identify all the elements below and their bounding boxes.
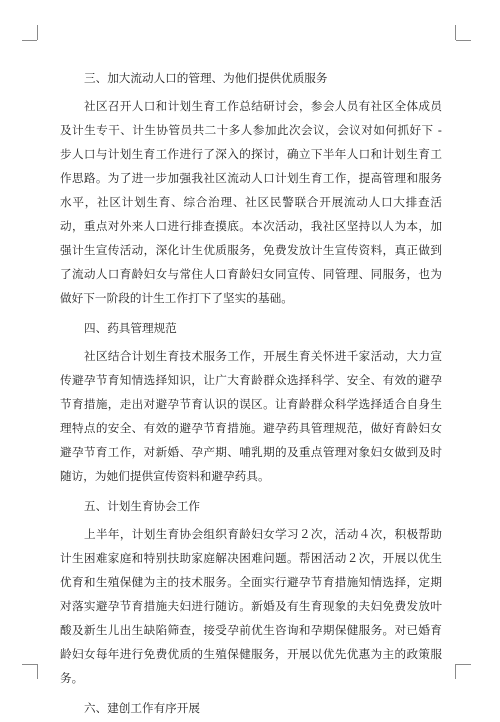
section-paragraph: 社区结合计划生育技术服务工作，开展生育关怀进千家活动，大力宣传避孕节育知情选择知识，让广大育龄群众选择科学、安全、有效的避孕节育措施，走出对避孕节育认识的误区。让育龄群众科学选择适合自身生理特点的安全、有效的避孕节育措施。避孕药具管理规范，做好育龄妇女避孕节育工作，对新婚、孕产期、哺乳期的及重点管理对象妇女做到及时随访，为她们提供宣传资料和避孕药具。: [60, 349, 442, 483]
section-paragraph: 上半年，计划生育协会组织育龄妇女学习２次，活动４次，积极帮助计生困难家庭和特别扶助家庭解决困难问题。帮困活动２次，开展以优生优育和生殖保健为主的技术服务。全面实行避孕节育措施知情选择，定期对落实避孕节育措施夫妇进行随访。新婚及有生育现象的夫妇免费发放叶酸及新生儿出生缺陷筛查，接受孕前优生咨询和孕期保健服务。对已婚育龄妇女每年进行免费优质的生殖保健服务，开展以优先优惠为主的政策服务。: [60, 527, 442, 685]
section-heading: 三、加大流动人口的管理、为他们提供优质服务: [84, 71, 328, 85]
section-paragraph: 社区召开人口和计划生育工作总结研讨会，参会人员有社区全体成员及计生专干、计生协管员共二十多人参加此次会议，会议对如何抓好下 - 步人口与计划生育工作进行了深入的探讨，确立下半年人口和计划生育工作思路。为了进一步加强我社区流动人口计划生育工作，提高管理和服务水平，社区计划生育、综合治理、社区民警联合开展流动人口大排查活动，重点对外来人口进行排查摸底。本次活动，我社区坚持以人为本，加强计生宣传活动，深化计生优质服务，免费发放计生宣传资料，真正做到了流动人口育龄妇女与常住人口育龄妇女同宣传、同管理、同服务，也为做好下一阶段的计生工作打下了坚实的基础。: [60, 99, 442, 305]
section-heading: 四、药具管理规范: [84, 321, 177, 335]
section-heading: 六、建创工作有序开展: [84, 701, 200, 715]
section-heading: 五、计划生育协会工作: [84, 499, 200, 513]
document-page: [60, 64, 442, 722]
